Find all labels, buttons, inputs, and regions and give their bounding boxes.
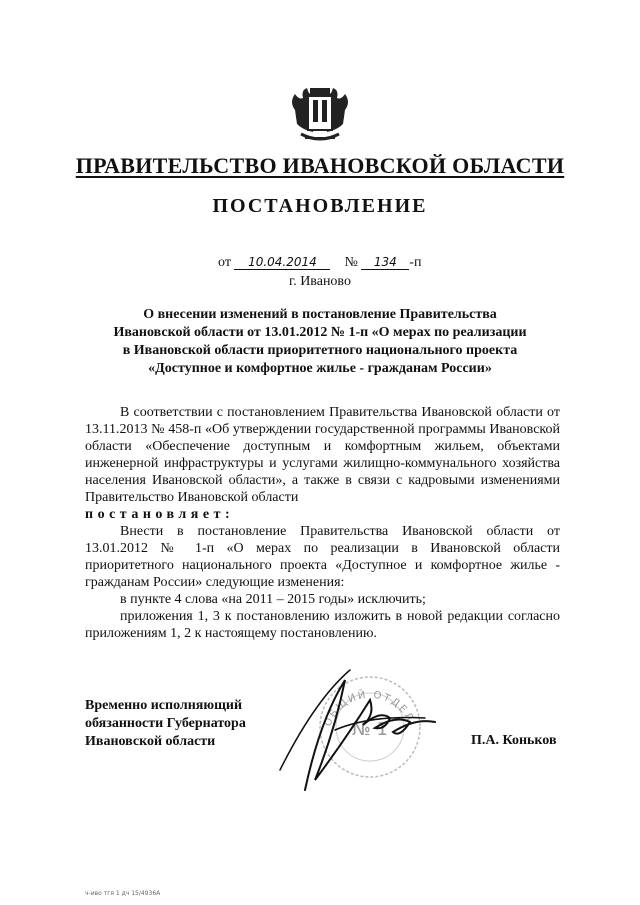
position-line: обязанности Губернатора <box>85 716 246 731</box>
number-prefix: № <box>344 255 358 270</box>
position-line: Временно исполняющий <box>85 698 243 713</box>
city: г. Иваново <box>289 274 351 289</box>
subject-line: в Ивановской области приоритетного национального проекта <box>122 343 518 358</box>
body-paragraph: Внести в постановление Правительства Ивановской области от 13.01.2012 № 1-п «О мерах по реализации в Ивановской области приоритетного национального проекта «Доступное и комфортное жилье - гражданам России» следующие изменения: <box>85 524 560 590</box>
signatory-name: П.А. Коньков <box>471 733 557 748</box>
body-paragraph: В соответствии с постановлением Правительства Ивановской области от 13.11.2013 № 458-п «Об утверждении государственной программы Ивановской области «Обеспечение доступным и комфортным жильем, объектами инженерной инфраструктуры и услугами жилищно-коммунального хозяйства населения Ивановской области», а также в связи с кадровыми изменениями Правительство Ивановской области <box>85 405 560 505</box>
number-suffix: -п <box>409 255 422 270</box>
stamp-top-text: ОБЩИЙ ОТДЕЛ <box>322 689 416 729</box>
date-value: 10.04.2014 <box>234 255 330 270</box>
document-body <box>85 404 560 642</box>
decree-word: постановляет: <box>85 507 235 522</box>
document-type: ПОСТАНОВЛЕНИЕ <box>212 195 428 217</box>
date-prefix: от <box>218 255 231 270</box>
government-title: ПРАВИТЕЛЬСТВО ИВАНОВСКОЙ ОБЛАСТИ <box>75 153 565 178</box>
coat-of-arms-icon <box>285 80 355 148</box>
date-number-line <box>218 255 421 271</box>
subject-line: О внесении изменений в постановление Правительства <box>143 307 497 322</box>
body-paragraph: в пункте 4 слова «на 2011 – 2015 годы» исключить; <box>120 592 426 607</box>
body-paragraph: приложения 1, 3 к постановлению изложить в новой редакции согласно приложениям 1, 2 к настоящему постановлению. <box>85 609 560 641</box>
handwritten-signature <box>275 660 445 800</box>
subject-line: «Доступное и комфортное жилье - гражданам России» <box>148 361 492 376</box>
document-subject <box>100 306 540 378</box>
subject-line: Ивановской области от 13.01.2012 № 1-п «О мерах по реализации <box>113 325 527 340</box>
signatory-position <box>85 697 246 751</box>
stamp-center-text: № 1 <box>352 719 388 740</box>
position-line: Ивановской области <box>85 734 216 749</box>
number-value: 134 <box>361 255 409 270</box>
footer-mark: ч-иво тгя 1 дч 15/4936А <box>85 890 161 897</box>
